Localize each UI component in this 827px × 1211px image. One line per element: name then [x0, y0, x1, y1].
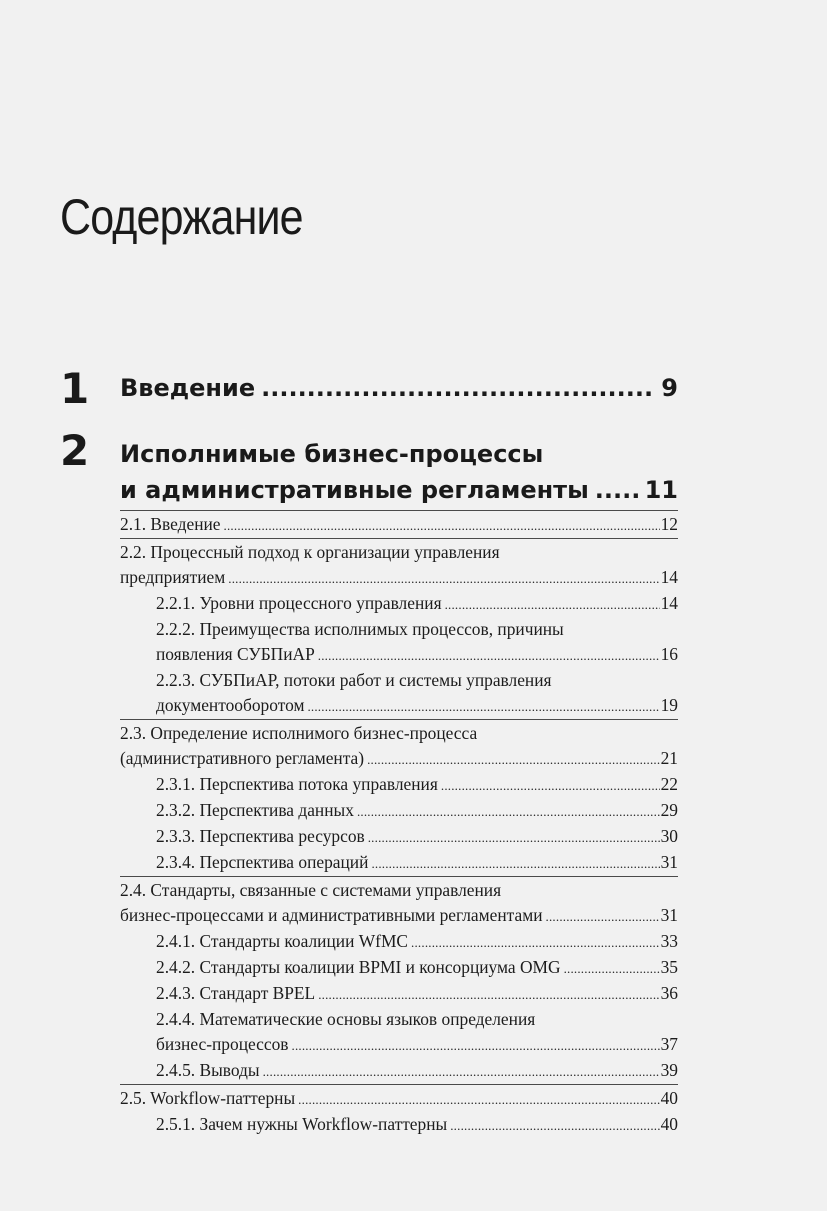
dot-leader: [368, 825, 660, 850]
entry-title-cont: документооборотом: [156, 695, 305, 715]
entry-page: 30: [660, 826, 678, 846]
dot-leader: [441, 773, 660, 798]
entry-title: 2.3. Определение исполнимого бизнес-процесса: [120, 723, 478, 743]
toc-entry[interactable]: [120, 824, 678, 850]
entry-title-cont: бизнес-процессов: [156, 1034, 289, 1054]
entry-title: 2.3.3. Перспектива ресурсов: [156, 826, 365, 846]
chapter-title-line-1: [120, 442, 678, 466]
toc-entry[interactable]: [120, 1112, 678, 1138]
toc-entry[interactable]: [120, 1086, 678, 1112]
chapter-title: Исполнимые бизнес-процессы: [120, 440, 544, 468]
entry-title: 2.1. Введение: [120, 514, 221, 534]
dot-leader: [357, 799, 660, 824]
dot-leader: [318, 982, 659, 1007]
toc-entry[interactable]: [120, 1058, 678, 1084]
toc-entry[interactable]: [120, 540, 678, 591]
chapter-number: 2: [60, 426, 90, 475]
toc-group-2-4: [120, 876, 678, 1084]
dot-leader: [450, 1113, 659, 1138]
entry-page: 39: [660, 1060, 678, 1080]
dot-leader: [228, 566, 659, 591]
entry-title: 2.4.5. Выводы: [156, 1060, 260, 1080]
entry-page: 40: [660, 1114, 678, 1134]
toc-entry[interactable]: [120, 772, 678, 798]
dot-leader: [298, 1087, 659, 1112]
entry-title: 2.4.3. Стандарт BPEL: [156, 983, 316, 1003]
entry-title: 2.3.2. Перспектива данных: [156, 800, 354, 820]
entry-title: 2.2.3. СУБПиАР, потоки работ и системы управления: [156, 670, 552, 690]
toc-entry[interactable]: [120, 850, 678, 876]
entry-page: 31: [660, 852, 678, 872]
entry-page: 19: [660, 695, 678, 715]
dot-leader: [367, 747, 660, 772]
toc-entry[interactable]: [120, 955, 678, 981]
dot-leader: [307, 694, 659, 719]
entry-page: 22: [660, 774, 678, 794]
dot-leader: [445, 592, 660, 617]
toc-entry[interactable]: [120, 1007, 678, 1058]
chapter-page: 9: [661, 374, 678, 402]
toc-list: [120, 510, 678, 1138]
toc-group-2-5: [120, 1084, 678, 1138]
entry-title: 2.4.1. Стандарты коалиции WfMC: [156, 931, 409, 951]
chapter-page: 11: [644, 476, 678, 504]
entry-title: 2.3.4. Перспектива операций: [156, 852, 369, 872]
dot-leader: [224, 513, 660, 538]
chapter-title: Введение: [120, 374, 256, 402]
entry-title: 2.2. Процессный подход к организации управления: [120, 542, 500, 562]
toc-entry[interactable]: [120, 878, 678, 929]
dot-leader: [292, 1033, 660, 1058]
page-title: Содержание: [60, 189, 303, 245]
entry-title: 2.4.2. Стандарты коалиции BPMI и консорциума OMG: [156, 957, 561, 977]
entry-title: 2.2.1. Уровни процессного управления: [156, 593, 442, 613]
toc-entry[interactable]: [120, 591, 678, 617]
dot-leader: [411, 930, 660, 955]
entry-page: 14: [660, 593, 678, 613]
toc-entry[interactable]: [120, 668, 678, 719]
entry-page: 33: [660, 931, 678, 951]
entry-page: 14: [660, 567, 678, 587]
entry-title-cont: (административного регламента): [120, 748, 365, 768]
dot-leader: [546, 904, 660, 929]
chapter-number: 1: [60, 364, 90, 413]
entry-title: 2.5.1. Зачем нужны Workflow-паттерны: [156, 1114, 448, 1134]
dot-leader: [263, 1059, 660, 1084]
entry-title: 2.2.2. Преимущества исполнимых процессов, причины: [156, 619, 564, 639]
entry-title-cont: бизнес-процессами и административными регламентами: [120, 905, 543, 925]
toc-group-2-1: [120, 510, 678, 538]
toc-entry[interactable]: [120, 512, 678, 538]
dot-leader: [318, 643, 660, 668]
entry-title-cont: предприятием: [120, 567, 226, 587]
entry-title: 2.4. Стандарты, связанные с системами управления: [120, 880, 502, 900]
toc-entry[interactable]: [120, 617, 678, 668]
entry-title: 2.5. Workflow-паттерны: [120, 1088, 296, 1108]
entry-title: 2.3.1. Перспектива потока управления: [156, 774, 438, 794]
chapter-title-line-2: [120, 478, 678, 502]
toc-entry[interactable]: [120, 981, 678, 1007]
chapter-title-cont: и административные регламенты: [120, 476, 589, 504]
entry-title: 2.4.4. Математические основы языков определения: [156, 1009, 536, 1029]
chapter-title-line: [120, 376, 678, 400]
entry-page: 36: [660, 983, 678, 1003]
entry-page: 40: [660, 1088, 678, 1108]
entry-page: 29: [660, 800, 678, 820]
dot-leader: [564, 956, 660, 981]
entry-title-cont: появления СУБПиАР: [156, 644, 315, 664]
toc-entry[interactable]: [120, 721, 678, 772]
dot-leader: [261, 376, 655, 400]
entry-page: 12: [660, 514, 678, 534]
toc-group-2-2: [120, 538, 678, 719]
toc-entry[interactable]: [120, 929, 678, 955]
entry-page: 31: [660, 905, 678, 925]
dot-leader: [371, 851, 659, 876]
toc-group-2-3: [120, 719, 678, 876]
entry-page: 21: [660, 748, 678, 768]
entry-page: 35: [660, 957, 678, 977]
toc-entry[interactable]: [120, 798, 678, 824]
entry-page: 37: [660, 1034, 678, 1054]
entry-page: 16: [660, 644, 678, 664]
dot-leader: [595, 478, 639, 502]
